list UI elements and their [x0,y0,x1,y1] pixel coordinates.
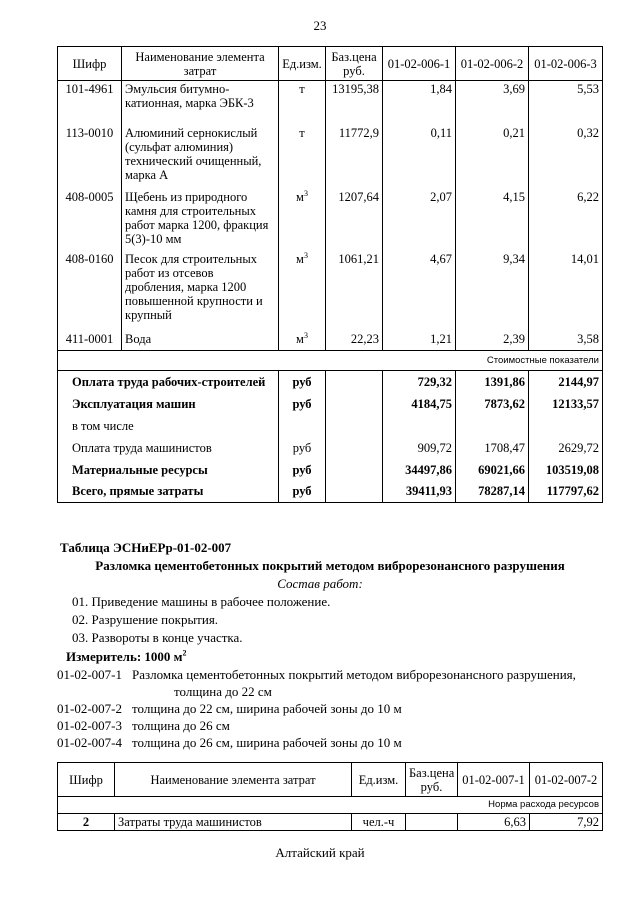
measure-text: Измеритель: 1000 м [66,649,183,664]
cell-name: Вода [122,331,279,351]
table-row [58,125,603,189]
cell-value: 3,58 [529,331,603,351]
unit-text: м [296,189,304,204]
summary-price [326,415,383,437]
resources-table-2 [57,762,603,831]
summary-value: 12133,57 [529,393,603,415]
cell-price: 1207,64 [326,189,383,251]
cell-value: 0,11 [383,125,456,189]
cell-unit [279,251,326,331]
summary-value: 69021,66 [456,459,529,481]
item-code: 01-02-007-4 [57,735,122,750]
table-row [58,189,603,251]
summary-row [58,393,603,415]
footer-region: Алтайский край [275,845,365,860]
header-col2: 01-02-007-2 [530,763,603,797]
summary-unit [279,415,326,437]
summary-unit: руб [279,371,326,393]
summary-name: Материальные ресурсы [58,459,279,481]
measure-sup: 2 [182,648,187,658]
cell-name: Затраты труда машинистов [115,814,352,831]
cell-unit [279,81,326,125]
summary-value: 78287,14 [456,481,529,503]
summary-name: Оплата труда машинистов [58,437,279,459]
summary-row [58,371,603,393]
summary-value [529,415,603,437]
cell-value: 6,22 [529,189,603,251]
table-row [58,814,603,831]
measure-label [66,649,187,665]
cell-code: 411-0001 [58,331,122,351]
unit-sup: 3 [303,188,308,198]
unit-sup: 3 [303,330,308,340]
header-name: Наименование элемента затрат [115,763,352,797]
summary-name: Эксплуатация машин [58,393,279,415]
summary-value: 34497,86 [383,459,456,481]
summary-value: 39411,93 [383,481,456,503]
header-col2: 01-02-006-2 [456,47,529,81]
cell-value: 0,32 [529,125,603,189]
table-row [58,251,603,331]
summary-price [326,437,383,459]
summary-value [383,415,456,437]
cell-value: 2,39 [456,331,529,351]
summary-row [58,415,603,437]
cell-price: 11772,9 [326,125,383,189]
header-price: Баз.цена руб. [326,47,383,81]
header-unit: Ед.изм. [279,47,326,81]
table-header-row [58,47,603,81]
summary-price [326,459,383,481]
header-unit: Ед.изм. [352,763,406,797]
cell-unit [279,189,326,251]
section-heading: Разломка цементобетонных покрытий методом виброрезонансного разрушения [95,558,565,573]
summary-row [58,481,603,503]
cell-name: Эмульсия битумно-катионная, марка ЭБК-3 [122,81,279,125]
table-header-row [58,763,603,797]
cell-value: 1,21 [383,331,456,351]
summary-price [326,393,383,415]
item-code: 01-02-007-2 [57,701,122,716]
table-row [58,81,603,125]
cell-code: 408-0005 [58,189,122,251]
cell-code: 408-0160 [58,251,122,331]
cell-value: 7,92 [530,814,603,831]
header-code: Шифр [58,47,122,81]
cell-price [406,814,458,831]
cell-unit [279,125,326,189]
header-col3: 01-02-006-3 [529,47,603,81]
cell-price: 1061,21 [326,251,383,331]
summary-name: в том числе [58,415,279,437]
summary-price [326,481,383,503]
cell-unit [279,331,326,351]
unit-text: т [299,125,305,140]
cell-name: Щебень из природного камня для строительных работ марка 1200, фракция 5(3)-10 мм [122,189,279,251]
cell-name: Алюминий сернокислый (сульфат алюминия) технический очищенный, марка А [122,125,279,189]
unit-text: м [296,251,304,266]
cell-price: 13195,38 [326,81,383,125]
summary-value: 909,72 [383,437,456,459]
cell-value: 9,34 [456,251,529,331]
cell-value: 2,07 [383,189,456,251]
summary-unit: руб [279,393,326,415]
header-price: Баз.цена руб. [406,763,458,797]
summary-value: 117797,62 [529,481,603,503]
summary-value: 103519,08 [529,459,603,481]
unit-sup: 3 [303,250,308,260]
cell-unit: чел.-ч [352,814,406,831]
cell-value: 4,67 [383,251,456,331]
items-list [57,667,617,757]
item-text-cont: толщина до 22 см [174,684,272,699]
works-title: Состав работ: [277,576,363,591]
summary-value: 729,32 [383,371,456,393]
cell-name: Песок для строительных работ из отсевов дробления, марка 1200 повышенной крупности и крупный [122,251,279,331]
section-row [58,797,603,814]
unit-text: м [296,331,304,346]
summary-value: 2144,97 [529,371,603,393]
summary-value: 2629,72 [529,437,603,459]
header-col1: 01-02-007-1 [458,763,530,797]
cell-value: 14,01 [529,251,603,331]
cell-value: 0,21 [456,125,529,189]
cell-value: 5,53 [529,81,603,125]
summary-name: Оплата труда рабочих-строителей [58,371,279,393]
summary-price [326,371,383,393]
summary-unit: руб [279,459,326,481]
item-text: Разломка цементобетонных покрытий методом виброрезонансного разрушения, [132,667,576,682]
summary-unit: руб [279,437,326,459]
cell-value: 3,69 [456,81,529,125]
summary-value: 1391,86 [456,371,529,393]
summary-unit: руб [279,481,326,503]
unit-text: т [299,82,305,96]
summary-value: 4184,75 [383,393,456,415]
cell-value: 1,84 [383,81,456,125]
table-row [58,331,603,351]
works-list [72,594,472,654]
resources-table-1 [57,46,603,503]
cell-code: 101-4961 [58,81,122,125]
summary-name: Всего, прямые затраты [58,481,279,503]
summary-value [456,415,529,437]
cell-code: 113-0010 [58,125,122,189]
header-col1: 01-02-006-1 [383,47,456,81]
section-row [58,351,603,371]
summary-value: 1708,47 [456,437,529,459]
header-name: Наименование элемента затрат [122,47,279,81]
table-title: Таблица ЭСНиЕРр-01-02-007 [60,540,232,555]
item-code: 01-02-007-1 [57,667,122,682]
work-item: 02. Разрушение покрытия. [72,612,219,627]
summary-row [58,459,603,481]
cell-price: 22,23 [326,331,383,351]
section-label: Стоимостные показатели [58,351,603,371]
cell-code: 2 [58,814,115,831]
page-number: 23 [313,18,327,33]
summary-value: 7873,62 [456,393,529,415]
item-text: толщина до 26 см, ширина рабочей зоны до 10 м [132,735,402,750]
summary-row [58,437,603,459]
work-item: 01. Приведение машины в рабочее положение. [72,594,331,609]
header-code: Шифр [58,763,115,797]
section-label: Норма расхода ресурсов [58,797,603,814]
cell-value: 6,63 [458,814,530,831]
work-item: 03. Развороты в конце участка. [72,630,243,645]
item-code: 01-02-007-3 [57,718,122,733]
cell-value: 4,15 [456,189,529,251]
item-text: толщина до 22 см, ширина рабочей зоны до 10 м [132,701,402,716]
item-text: толщина до 26 см [132,718,230,733]
